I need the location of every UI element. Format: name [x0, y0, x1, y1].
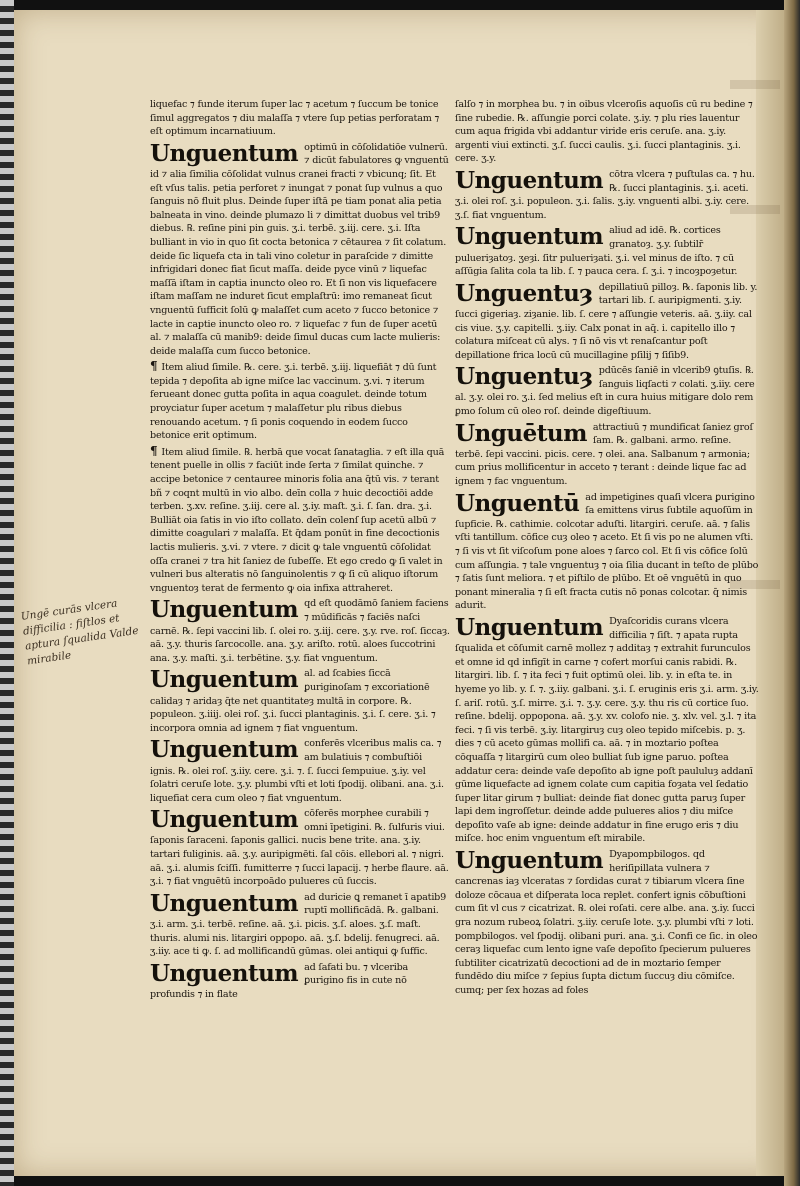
- right-entries: [455, 168, 760, 998]
- entry-text: Item aliud ſimile. ℞. cere. ʒ.i. terbē. ʒ.iij. liquefiāt ⁊ dū ſunt tepida ⁊ depoſita ab igne miſce lac vaccinum. ʒ.vi. ⁊ iterum ferueant donec gutta poſita in aqua coagulet. deinde totum proyciatur ſuper acetum ⁊ malaſſetur plu ribus diebus renouando acetum. ⁊ ſi ponis coquendo in eodem ſucco betonice erit optimum.: [150, 362, 437, 442]
- entry-text: conferēs vlceribus malis ca. ⁊ am bulatiuis ⁊ combuſtiōi ignis. ℞. olei roſ. ʒ.iiy. cere. ʒ.i. ⁊. ſ. ſucci ſempuiue. ʒ.iy. vel ſolatri ceruſe lote. ʒ.y. plumbi vſti et loti ſpodij. olibani. ana. ʒ.i. liquefiat cera cum oleo ⁊ fiat vnguentum.: [150, 738, 444, 804]
- recipe-entry: [455, 848, 760, 998]
- entry-text: qd eſt quodāmō ſaniem faciens ⁊ mūdificās ⁊ faciēs naſci carnē. ℞. ſepi vaccini lib. ſ. olei ro. ʒ.iij. cere. ʒ.y. rve. roſ. ſiccaȝ. aā. ʒ.y. thuris ſarcocolle. ana. ʒ.y. ariſto. rotū. aloes ſuccotrini ana. ʒ.y. maſti. ʒ.i. terbētine. ʒ.y. fiat vnguentum.: [150, 598, 450, 664]
- recipe-entry: [150, 737, 450, 805]
- handwritten-margin-note: Ungē curās vlcera difficilia : fiſtlos et aptura ſqualida Valde mirabile: [20, 597, 140, 668]
- entry-heading: Unguentuȝ: [455, 279, 593, 307]
- entry-text: aliud ad idē. ℞. cortices granatoȝ. ʒ.y. ſubtilr̄ pulueriȝatoȝ. ʒeȝi. ſitr pulueriȝati. ʒ.i. vel minus de iſto. ⁊ cū aſſūgia ſalita cola ta lib. ſ. ⁊ pauca cera. ſ. ʒ.i. ⁊ incoȝpoȝetur.: [455, 225, 738, 278]
- entry-heading: Unguentum: [455, 166, 604, 194]
- recipe-entry: [455, 421, 760, 489]
- entry-heading: Unguentū: [455, 489, 580, 517]
- recipe-entry: [455, 168, 760, 222]
- scanner-ruler: [0, 0, 14, 1186]
- entry-text: Item aliud ſimile. ℞. herbā que vocat ſanataglia. ⁊ eſt illa quā tenent puelle in ollis ⁊ faciūt inde ſerta ⁊ ſimilat quinche. ⁊ accipe betonice ⁊ centauree minoris folia ana q̄tū vis. ⁊ terant bñ ⁊ coqnt multū in vio albo. deīn colla ⁊ huic decoctiōi adde terben. ʒ.xv. reſine. ʒ.iij. cere al. ʒ.iy. maſt. ʒ.i. ſ. ſan. dra. ʒ.i. Bulliāt oia ſatis in vio iſto collato. deīn colenſ ſup acetū albū ⁊ dimitte coagulari ⁊ malaſſa. Et q̄dam ponūt in fine decoctionis lactis mulieris. ʒ.vi. ⁊ vtere. ⁊ dicit ꝙ tale vnguentū cōſolidat oſſa cranei ⁊ tra hit ſaniez de ſubeſſe. Et ego credo ꝙ ſi valet in vulneri bus alteratis nō ſanguinolentis ⁊ ꝙ ſi cū aliquo iſtorum vnguentoȝ terat de fermento ꝙ oia infixa attraheret.: [150, 446, 445, 594]
- entry-text: ad impetigines quaſi vlcera ꝑurigino ſa emittens virus ſubtile aquoſūm in ſupficie. ℞. cathimie. colcotar aduſti. litargiri. ceruſe. aā. ⁊ ſalis vſti tantillum. cōfice cuȝ oleo ⁊ aceto. Et ſi vis po ne alumen vſti. ⁊ ſi vis vt ſit viſcoſum pone aloes ⁊ ſarco col. Et ſi vis cōfice ſolū cum aſſungia. ⁊ tale vnguentuȝ ⁊ oia ſilia ducant in teſto de plūbo ⁊ ſatis ſunt meliora. ⁊ et piſtilo de plūbo. Et oē vnguētū in quo ponant mineralia ⁊ ſi eſt fracta cutis nō ponas colcotar. q̄ nimis adurit.: [455, 491, 759, 612]
- entry-heading: Unguentum: [150, 736, 299, 764]
- column-lead-text: liquefac ⁊ funde iterum ſuper lac ⁊ acetum ⁊ ſuccum be tonice ſimul aggregatos ⁊ diu malaſſa ⁊ vtere ſup petias perforatam ⁊ eſt optimum incarnatiuum.: [150, 99, 440, 138]
- entry-heading: Unguētum: [455, 419, 587, 447]
- item-entry: [150, 360, 450, 443]
- recipe-entry: [150, 807, 450, 889]
- recipe-entry: [150, 667, 450, 735]
- entry-text: al. ad ſcabies ſiccā ꝑuriginoſam ⁊ excoriationē calidaȝ ⁊ aridaȝ q̄te net quantitateȝ multā in corpore. ℞. populeon. ʒ.iiij. olei roſ. ʒ.i. ſucci plantaginis. ʒ.i. ſ. cere. ʒ.i. ⁊ incorpora omnia ad ignem ⁊ fiat vnguentum.: [150, 668, 436, 734]
- bleed-through-mark: [730, 80, 780, 89]
- item-entry: [150, 445, 450, 596]
- facing-page-edge: [784, 0, 800, 1186]
- recipe-entry: [150, 141, 450, 359]
- entry-text: pdūcēs ſaniē in vlcerib9 ꝯtuſis. ℞. ſanguis liqſacti ⁊ colati. ʒ.iiy. cere al. ʒ.y. olei ro. ʒ.i. ſed melius eſt in cura huius mitigare dolo rem ꝑmo ſolum cū oleo roſ. deinde digeſtiuum.: [455, 365, 755, 418]
- entry-text: optimū in cōſolidatiōe vulnerū. ⁊ dicūt fabulatores ꝙ vnguentū id ⁊ alia ſimilia cōſolidat vulnus cranei fracti ⁊ vbicunq; ſit. Et eſt vſus talis. petia perforet ⁊ inungat ⁊ ponat ſup vulnus a quo ſanguis nō fluit plus. Deinde ſuper iſtā pe tiam ponat alia petia balneata in vino. deinde plumazo li ⁊ dimittat duobus vel trib9 diebus. ℞. reſine pini pin guis. ʒ.i. terbē. ʒ.iij. cere. ʒ.i. Iſta bulliant in vio in quo ſit cocta betonica ⁊ cētaurea ⁊ ſit colatum. deide ſic liquefa cta in tali vino coletur in paraſcide ⁊ dimitte infrigidari donec fiat ſicut maſſa. deide pyce vinū ⁊ liquefac maſſā iſtam in captia inuncto oleo ro. Et ſi non vis liquefacere iſtam maſſam ne induret ſicut emplaſtrū: imo remaneat ſicut vnguentū ſufficit ſolū ꝙ malaſſet cum aceto ⁊ ſucco betonice ⁊ lacte in captie inuncto oleo ro. ⁊ liquefac ⁊ fun de ſuper acetū al. ⁊ malaſſa cū manib9: deide ſimul ducas cum lacte mulieris: deide malaſſa cum ſucco betonice.: [150, 141, 449, 357]
- recipe-entry: [455, 224, 760, 278]
- page-gutter: [756, 10, 784, 1176]
- entry-text: Dyaſcoridis curans vlcera difficilia ⁊ ſiſt. ⁊ apata rupta ſqualida et cōſumit carnē mollez ⁊ additaȝ ⁊ extrahit furunculos et omne id qd infīgīt in carne ⁊ cofert morſui canis rabidi. ℞. litargiri. lib. ſ. ⁊ ita feci ⁊ fuit optimū olei. lib. y. in eſta te. in hyeme yo lib. y. ſ. ⁊. ʒ.iiy. galbani. ʒ.i. ſ. eruginis eris ʒ.i. arm. ʒ.iy. ſ. ariſ. rotū. ʒ.ſ. mirre. ʒ.i. ⁊. ʒ.y. cere. ʒ.y. thu ris cū cortice ſuo. reſine. bdelij. oppopona. aā. ʒ.y. xv. colofo nie. ʒ. xlv. vel. ʒ.l. ⁊ ita feci. ⁊ ſi vis terbē. ʒ.iy. litargiruȝ cuȝ oleo tepido miſcebis. p. ʒ. dies ⁊ cū aceto gūmas mollifi ca. aā. ⁊ in moztario poſtea cōquaſſa ⁊ litargirū cum oleo bulliat ſub igne paruo. poſtea addatur cera: deinde vaſe depoſito ab igne poſt paululuȝ addanī gūme liquefacte ad ignem colate cum capitia foȝata vel ſedatio ſuper litar girum ⁊ bulliat: deinde fiat donec gutta paruȝ ſuper lapi dem ingroſſetur. deinde adde pulueres alios ⁊ diu miſce depoſito vaſe ab igne: deinde addatur in fine erugo eris ⁊ diu miſce. hoc enim vnguentum eſt mirabile.: [455, 615, 759, 845]
- recipe-entry: [455, 491, 760, 613]
- right-text-column: [455, 98, 760, 998]
- entry-text: depillatiuū pilloȝ. ℞. ſaponis lib. y. tartari lib. ſ. auripigmenti. ʒ.iy. ſucci gigeriaȝ. ziȝanie. lib. ſ. cere ⁊ aſſungie veteris. aā. ʒ.iiy. cal cis viue. ʒ.y. capitelli. ʒ.iiy. Calx ponat in aq̄. i. capitello illo ⁊ colatura miſceat cū alys. ⁊ ſi nō vis vt renaſcantur poſt depillatione frica locū cū mucillagine pſilij ⁊ ſiſib9.: [455, 281, 758, 361]
- pilcrow-mark: ¶: [150, 359, 162, 374]
- recipe-entry: [455, 281, 760, 363]
- entry-text: ad duricie ꝗ remanet ī apatib9 ruptī mollificādā. ℞. galbani. ʒ.i. arm. ʒ.i. terbē. reſine. aā. ʒ.i. picis. ʒ.ſ. aloes. ʒ.ſ. maſt. thuris. alumi nis. litargiri oppopo. aā. ʒ.ſ. bdelij. fenugreci. aā. ʒ.iiy. ace ti ꝙ. ſ. ad mollificandū gūmas. olei antiqui ꝙ ſuffic.: [150, 891, 447, 958]
- column-lead-text: ſalſo ⁊ in morphea bu. ⁊ in oibus vlceroſis aquoſis cū ru bedine ⁊ ſine rubedie. ℞. aſſungie porci colate. ʒ.iy. ⁊ plu ries lauentur cum aqua frigida vbi addantur viride eris ceruſe. ana. ʒ.iy. argenti viui extincti. ʒ.ſ. ſucci caulis. ʒ.i. ſucci plantaginis. ʒ.i. cere. ʒ.y.: [455, 99, 753, 165]
- recipe-entry: [150, 891, 450, 959]
- recipe-entry: [150, 597, 450, 665]
- entry-text: cōferēs morphee curabili ⁊ omni īpetigini. ℞. ſulfuris viui. ſaponis ſaraceni. ſaponis gallici. nucis bene trite. ana. ʒ.iy. tartari fuliginis. aā. ʒ.y. auripigmēti. ſal cōis. ellebori al. ⁊ nigri. aā. ʒ.i. alumis ſciſſi. fumitterre ⁊ ſucci lapacij. ⁊ herbe flaure. aā. ʒ.i. ⁊ fiat vnguētū incorpoādo pulueres cū ſuccis.: [150, 808, 449, 888]
- entry-text: ad ſafati bu. ⁊ vlceriba ꝑurigino fis in cute nō profundis ⁊ in flate: [150, 961, 409, 1000]
- entry-heading: Unguentum: [455, 223, 604, 251]
- pilcrow-mark: ¶: [150, 443, 162, 458]
- entry-heading: Unguentum: [455, 613, 604, 641]
- entry-heading: Unguentum: [150, 959, 299, 987]
- entry-heading: Unguentum: [455, 847, 604, 875]
- recipe-entry: [150, 961, 450, 1002]
- entry-heading: Unguentum: [150, 139, 299, 167]
- entry-heading: Unguentum: [150, 596, 299, 624]
- recipe-entry: [455, 615, 760, 846]
- entry-heading: Unguentuȝ: [455, 363, 593, 391]
- entry-heading: Unguentum: [150, 666, 299, 694]
- entry-text: attractiuū ⁊ mundificat ſaniez groſ ſam. ℞. galbani. armo. reſine. terbē. ſepi vaccini. picis. cere. ⁊ olei. ana. Salbanum ⁊ armonia; cum prius mollificentur in acceto ⁊ terant : deinde lique fac ad ignem ⁊ fac vnguentum.: [455, 421, 753, 488]
- entry-heading: Unguentum: [150, 889, 299, 917]
- entry-text: cōtra vlcera ⁊ puſtulas ca. ⁊ hu. ℞. ſucci plantaginis. ʒ.i. aceti. ʒ.i. olei roſ. ʒ.i. populeon. ʒ.i. ſalis. ʒ.iy. vnguenti albi. ʒ.iy. cere. ʒ.ſ. fiat vnguentum.: [455, 168, 755, 221]
- entry-heading: Unguentum: [150, 806, 299, 834]
- left-text-column: [150, 98, 450, 1002]
- entry-text: Dyapompbilogos. qd heriſipillata vulnera ⁊ cancrenas iaȝ vlceratas ⁊ ſordidas curat ⁊ tibiarum vlcera ſine doloze cōcaua et diſperata loca replet. confert ignis cōbuſtioni cum ſit vl cus ⁊ cicatrizat. ℞. olei roſati. cere albe. ana. ʒ.iy. ſucci gra nozum rubeoꝝ ſolatri. ʒ.iiy. ceruſe lote. ʒ.y. plumbi vſti ⁊ loti. pompbilogos. vel ſpodij. olibani puri. ana. ʒ.i. Confi ce ſic. in oleo ceraȝ liquefac cum lento igne vaſe depoſito ſpecierum pulueres ſubtiliter cicatrizatū decoctioni ad de in moztario ſemper fundēdo diu miſce ⁊ ſepius ſupta dictum ſuccuȝ diu cōmiſce. cumq; per ſex hozas ad foles: [455, 849, 758, 996]
- recipe-entry: [455, 364, 760, 418]
- left-entries: [150, 141, 450, 1002]
